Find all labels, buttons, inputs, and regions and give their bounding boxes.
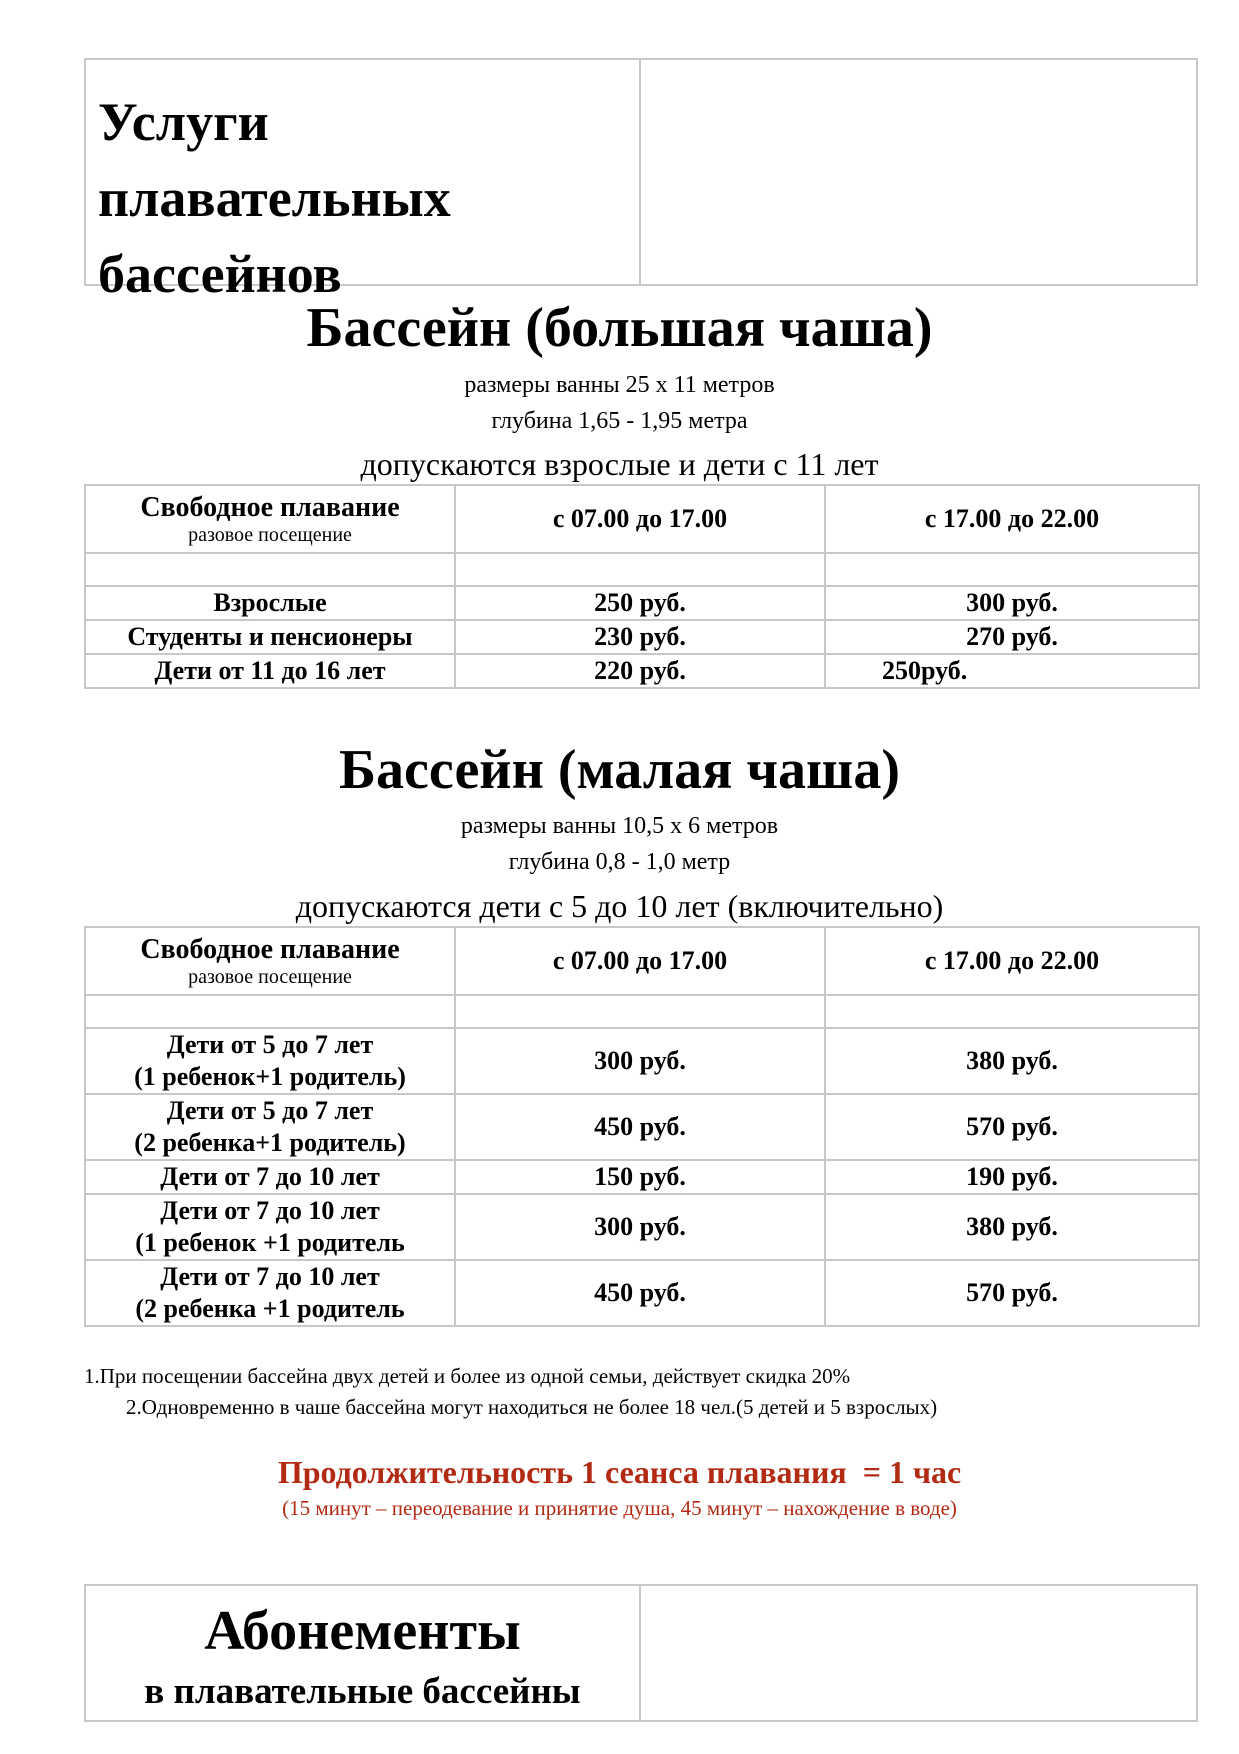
row-price-day: 250 руб.: [455, 586, 825, 620]
row-label-line: Дети от 7 до 10 лет: [160, 1196, 380, 1225]
page-title-line: плавательных: [98, 168, 451, 228]
row-label: [85, 1028, 455, 1094]
table-spacer-row: [85, 553, 1199, 586]
page-title: [98, 84, 618, 312]
table-header-sublabel: разовое посещение: [188, 524, 352, 546]
row-label-line: (1 ребенок+1 родитель): [134, 1062, 406, 1091]
large-pool-size: размеры ванны 25 x 11 метров: [464, 372, 775, 398]
note-capacity: 2.Одновременно в чаше бассейна могут находиться не более 18 чел.(5 детей и 5 взрослых): [126, 1395, 938, 1419]
table-header-time-1: с 07.00 до 17.00: [455, 485, 825, 553]
session-duration-title: Продолжительность 1 сеанса плавания = 1 час: [277, 1454, 962, 1490]
table-header-time-1: с 07.00 до 17.00: [455, 927, 825, 995]
table-spacer-row: [85, 995, 1199, 1028]
row-price-evening: 380 руб.: [825, 1028, 1199, 1094]
table-header-label: Свободное плавание: [140, 934, 400, 965]
small-pool-price-table: [84, 926, 1200, 1327]
table-row: [85, 654, 1199, 688]
row-price-evening: 570 руб.: [825, 1260, 1199, 1326]
large-pool-price-table: [84, 484, 1200, 689]
row-price-evening: 380 руб.: [825, 1194, 1199, 1260]
row-label-line: (1 ребенок +1 родитель: [135, 1228, 405, 1257]
session-duration-detail: (15 минут – переодевание и принятие душа, 45 минут – нахождение в воде): [282, 1496, 957, 1520]
header-box-divider: [639, 60, 641, 284]
row-price-evening: 270 руб.: [825, 620, 1199, 654]
row-label: Дети от 7 до 10 лет: [85, 1160, 455, 1194]
subscriptions-subtitle: в плавательные бассейны: [144, 1671, 581, 1712]
large-pool-title: Бассейн (большая чаша): [306, 297, 933, 359]
row-label: [85, 1094, 455, 1160]
row-label: Дети от 11 до 16 лет: [85, 654, 455, 688]
subscriptions-box-divider: [639, 1586, 641, 1720]
small-pool-admission: допускаются дети с 5 до 10 лет (включительно): [295, 888, 944, 924]
row-price-evening: 300 руб.: [825, 586, 1199, 620]
row-price-day: 150 руб.: [455, 1160, 825, 1194]
table-header-time-2: с 17.00 до 22.00: [825, 927, 1199, 995]
page-title-line: бассейнов: [98, 244, 342, 304]
row-price-evening: 190 руб.: [825, 1160, 1199, 1194]
table-header-row: [85, 927, 1199, 995]
row-label: [85, 1260, 455, 1326]
row-price-day: 300 руб.: [455, 1194, 825, 1260]
row-label: Студенты и пенсионеры: [85, 620, 455, 654]
table-header-label-cell: [85, 485, 455, 553]
row-price-evening: 250руб.: [825, 654, 1199, 688]
note-discount: 1.При посещении бассейна двух детей и более из одной семьи, действует скидка 20%: [84, 1364, 851, 1388]
row-label-line: Дети от 5 до 7 лет: [166, 1030, 374, 1059]
table-row: [85, 1260, 1199, 1326]
header-box: [84, 58, 1198, 304]
small-pool-depth: глубина 0,8 - 1,0 метр: [508, 849, 731, 875]
row-price-day: 220 руб.: [455, 654, 825, 688]
row-label: Взрослые: [85, 586, 455, 620]
subscriptions-box: [84, 1584, 1198, 1722]
table-header-label-cell: [85, 927, 455, 995]
row-label-line: (2 ребенка +1 родитель: [135, 1294, 405, 1323]
large-pool-depth: глубина 1,65 - 1,95 метра: [491, 408, 748, 434]
small-pool-title: Бассейн (малая чаша): [339, 739, 900, 801]
page-title-line: Услуги: [98, 92, 269, 152]
row-price-day: 450 руб.: [455, 1260, 825, 1326]
table-row: [85, 1094, 1199, 1160]
large-pool-admission: допускаются взрослые и дети с 11 лет: [360, 446, 879, 482]
small-pool-size: размеры ванны 10,5 x 6 метров: [460, 813, 779, 839]
table-row: [85, 1028, 1199, 1094]
table-row: [85, 620, 1199, 654]
table-header-time-2: с 17.00 до 22.00: [825, 485, 1199, 553]
table-header-label: Свободное плавание: [140, 492, 400, 523]
table-header-row: [85, 485, 1199, 553]
row-label-line: Дети от 5 до 7 лет: [166, 1096, 374, 1125]
row-label-line: Дети от 7 до 10 лет: [160, 1262, 380, 1291]
row-label: [85, 1194, 455, 1260]
table-row: [85, 1194, 1199, 1260]
table-row: [85, 586, 1199, 620]
row-price-day: 450 руб.: [455, 1094, 825, 1160]
row-price-evening: 570 руб.: [825, 1094, 1199, 1160]
row-price-day: 300 руб.: [455, 1028, 825, 1094]
table-header-sublabel: разовое посещение: [188, 966, 352, 988]
table-row: [85, 1160, 1199, 1194]
subscriptions-title: Абонементы: [204, 1600, 521, 1662]
row-price-day: 230 руб.: [455, 620, 825, 654]
row-label-line: (2 ребенка+1 родитель): [134, 1128, 406, 1157]
